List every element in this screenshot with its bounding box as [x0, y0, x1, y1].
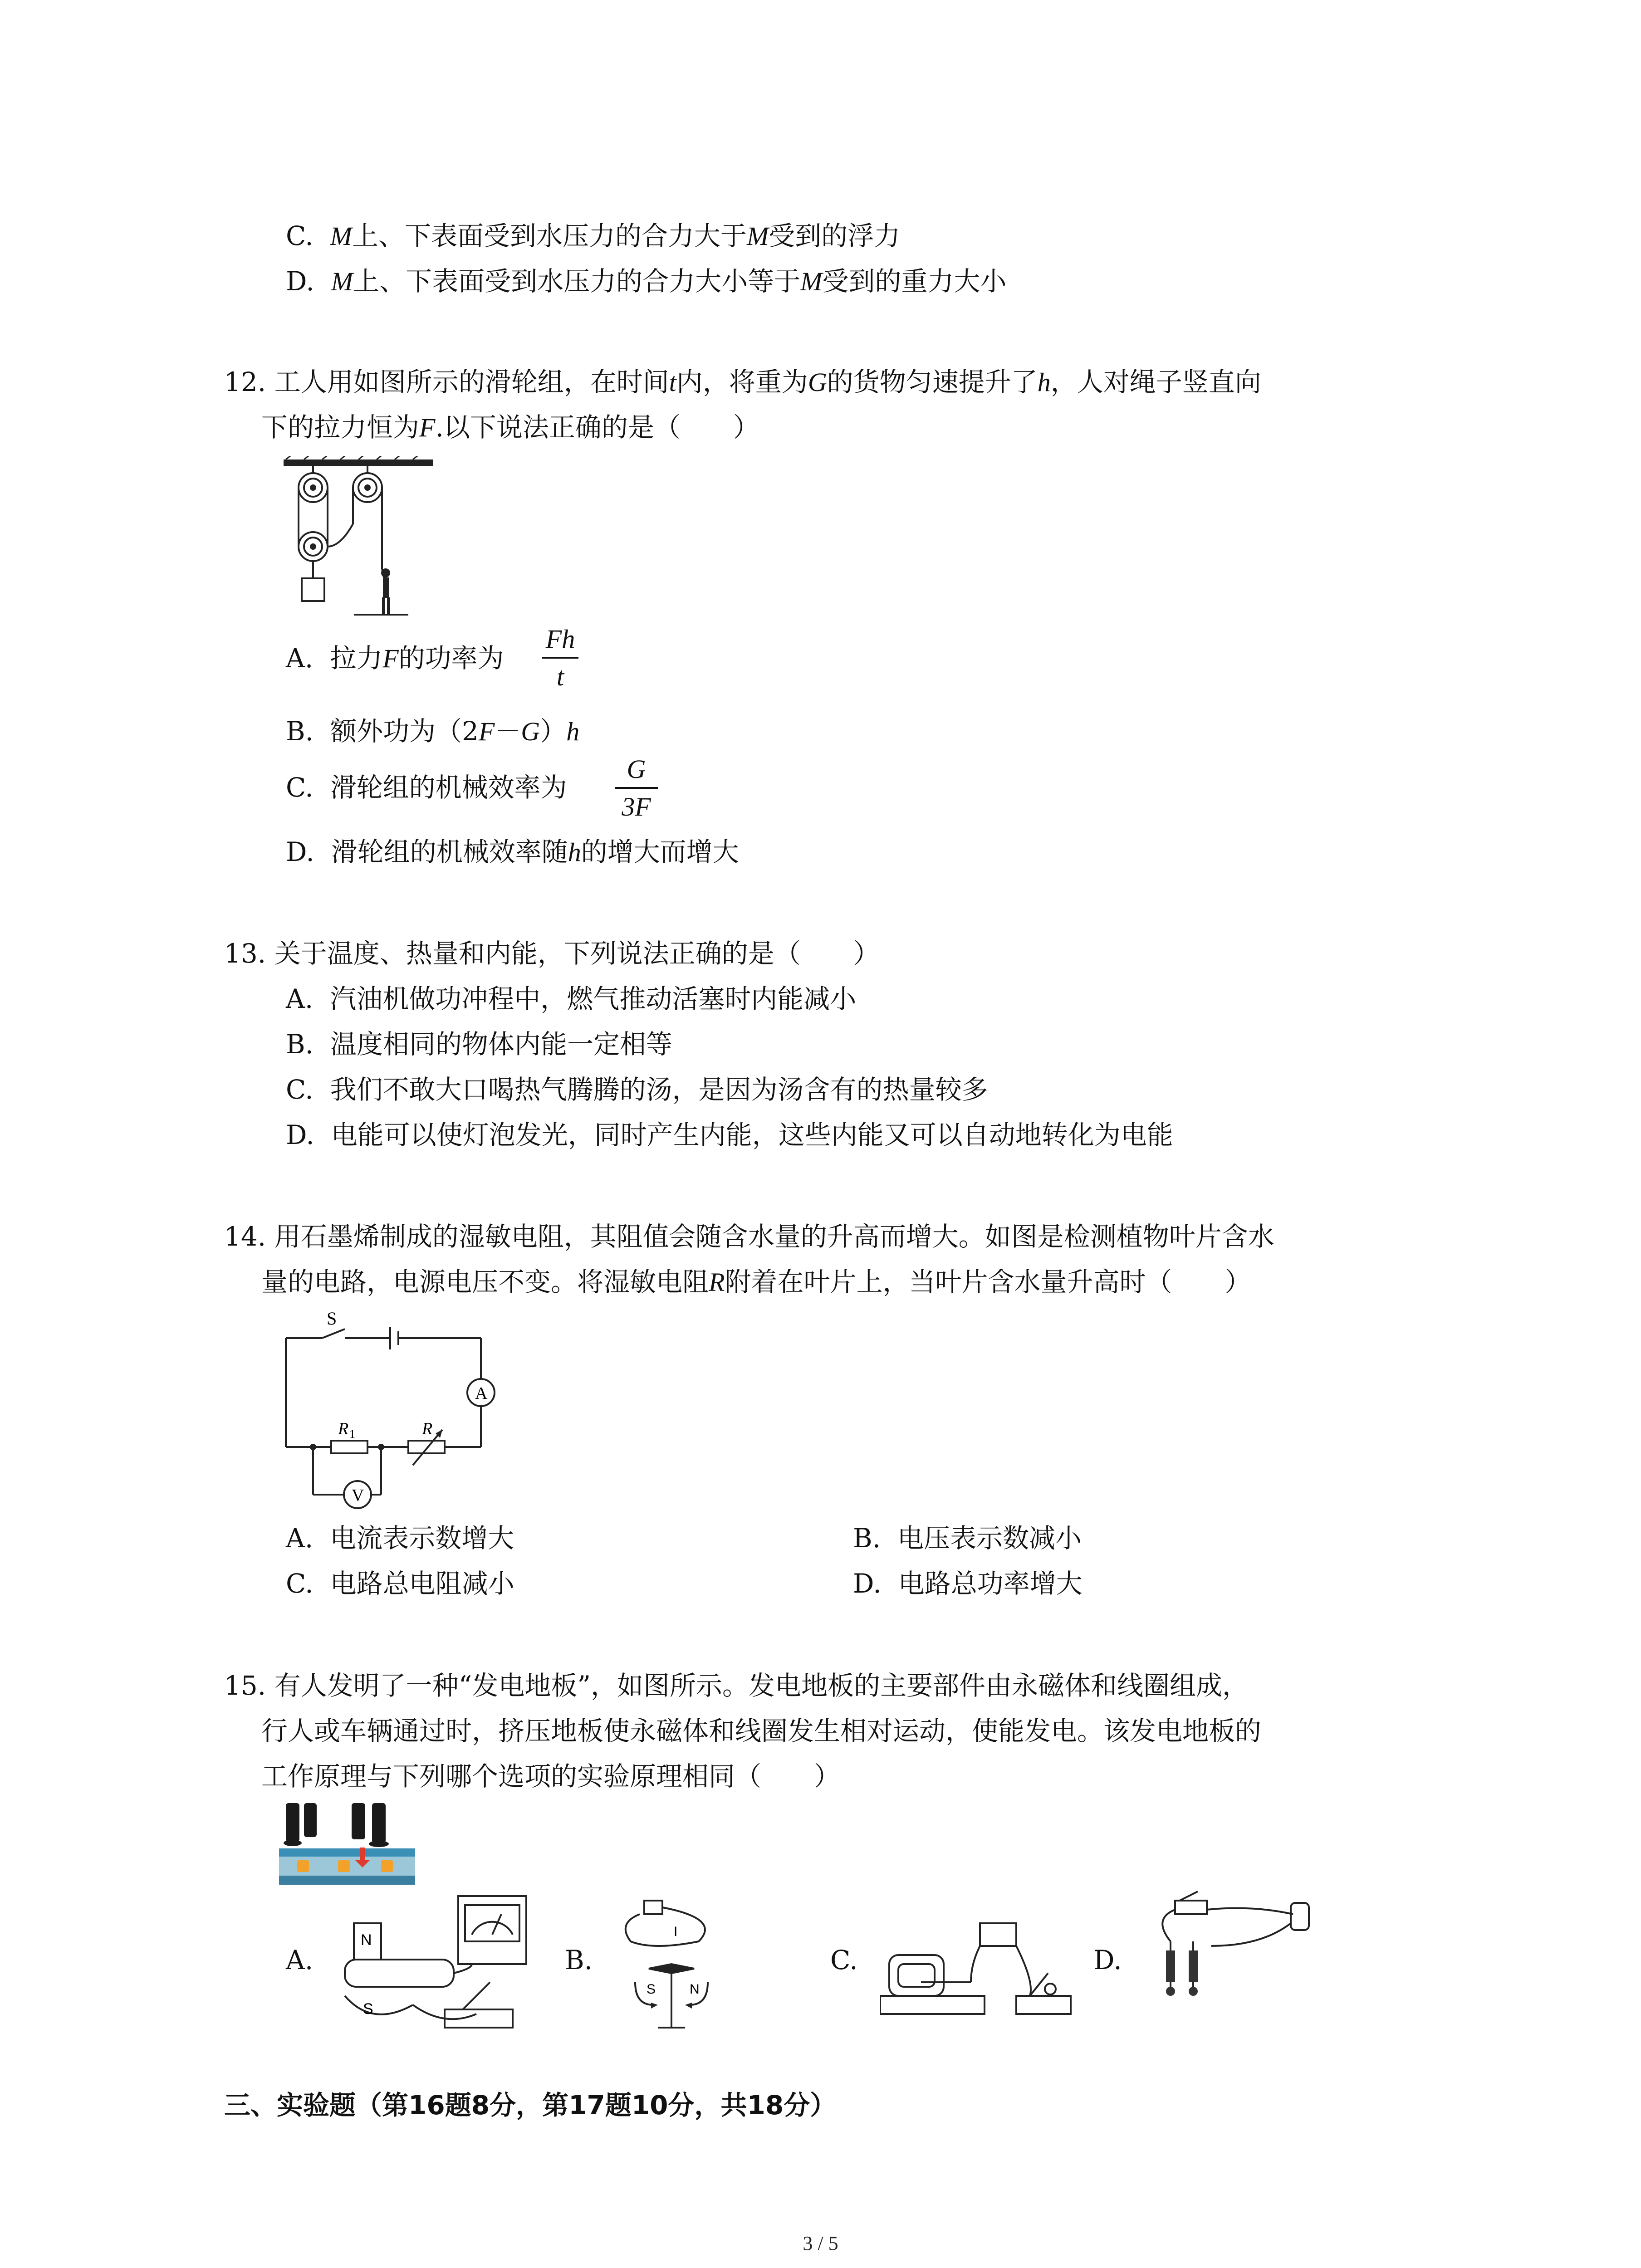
q15-option-d-figure: [1134, 1882, 1329, 2032]
q14-option-a: A. 电流表示数增大: [286, 1523, 514, 1554]
q15-stem-line2: 行人或车辆通过时，挤压地板使永磁体和线圈发生相对运动，使能发电。该发电地板的: [261, 1716, 1262, 1746]
q15-option-c-figure: [880, 1892, 1080, 2041]
current-i-label: I: [674, 1924, 678, 1939]
circuit-diagram: [277, 1311, 513, 1510]
q13-option-c: C. 我们不敢大口喝热气腾腾的汤，是因为汤含有的热量较多: [286, 1074, 988, 1105]
switch-label: S: [327, 1311, 337, 1329]
q13-option-d: D. 电能可以使灯泡发光，同时产生内能，这些内能又可以自动地转化为电能: [286, 1119, 1173, 1150]
q12-option-b: B. 额外功为（2F－G）h: [286, 716, 580, 747]
section-3-heading: 三、实验题（第16题8分，第17题10分，共18分）: [224, 2090, 837, 2121]
q11-option-c: C. M上、下表面受到水压力的合力大于M受到的浮力: [286, 220, 901, 251]
q14-stem-line2: 量的电路，电源电压不变。将湿敏电阻R附着在叶片上，当叶片含水量升高时（ ）: [261, 1266, 1251, 1297]
needle-n-label: N: [690, 1982, 700, 1997]
q14-option-c: C. 电路总电阻减小: [286, 1568, 514, 1599]
magnet-n-label: N: [361, 1931, 372, 1949]
page-number: 3 / 5: [803, 2232, 838, 2254]
needle-s-label: S: [647, 1982, 656, 1997]
pulley-system-figure: [277, 456, 440, 633]
q13-option-b: B. 温度相同的物体内能一定相等: [286, 1029, 672, 1060]
voltmeter-label: V: [352, 1486, 364, 1505]
r1-label: R: [338, 1419, 349, 1438]
q12-option-a: A. 拉力F的功率为: [286, 643, 504, 674]
q12-option-d: D. 滑轮组的机械效率随h的增大而增大: [286, 836, 739, 867]
q15-stem-line3: 工作原理与下列哪个选项的实验原理相同（ ）: [261, 1761, 841, 1792]
q15-option-d-label: D.: [1093, 1945, 1122, 1975]
q12-option-c-fraction: G 3F: [615, 754, 658, 822]
q14-option-b: B. 电压表示数减小: [853, 1523, 1082, 1554]
q14-stem-line1: 14. 用石墨烯制成的湿敏电阻，其阻值会随含水量的升高而增大。如图是检测植物叶片含水: [224, 1221, 1274, 1252]
q15-option-b-figure: [608, 1892, 753, 2041]
q13-option-a: A. 汽油机做功冲程中，燃气推动活塞时内能减小: [286, 983, 857, 1014]
q15-option-b-label: B.: [565, 1945, 593, 1975]
q12-stem-line1: 12. 工人用如图所示的滑轮组，在时间t内，将重为G的货物匀速提升了h，人对绳子竖直向: [224, 367, 1261, 397]
q15-option-a-label: A.: [286, 1945, 314, 1975]
q12-stem-line2: 下的拉力恒为F.以下说法正确的是（ ）: [261, 412, 759, 443]
q12-option-a-fraction: Fh t: [542, 624, 578, 692]
q14-option-d: D. 电路总功率增大: [853, 1568, 1083, 1599]
q15-option-c-label: C.: [830, 1945, 858, 1975]
q11-option-d: D. M上、下表面受到水压力的合力大小等于M受到的重力大小: [286, 266, 1007, 297]
r1-subscript: 1: [349, 1427, 355, 1441]
ammeter-label: A: [475, 1384, 488, 1403]
r-label: R: [422, 1419, 433, 1438]
q15-stem-line1: 15. 有人发明了一种“发电地板”，如图所示。发电地板的主要部件由永磁体和线圈组成，: [224, 1670, 1249, 1701]
q12-option-c: C. 滑轮组的机械效率为: [286, 772, 567, 803]
q13-stem: 13. 关于温度、热量和内能，下列说法正确的是（ ）: [224, 938, 880, 969]
magnet-s-label: S: [363, 2000, 373, 2018]
q15-option-a-figure: [327, 1892, 540, 2041]
power-floor-photo: [279, 1803, 415, 1889]
